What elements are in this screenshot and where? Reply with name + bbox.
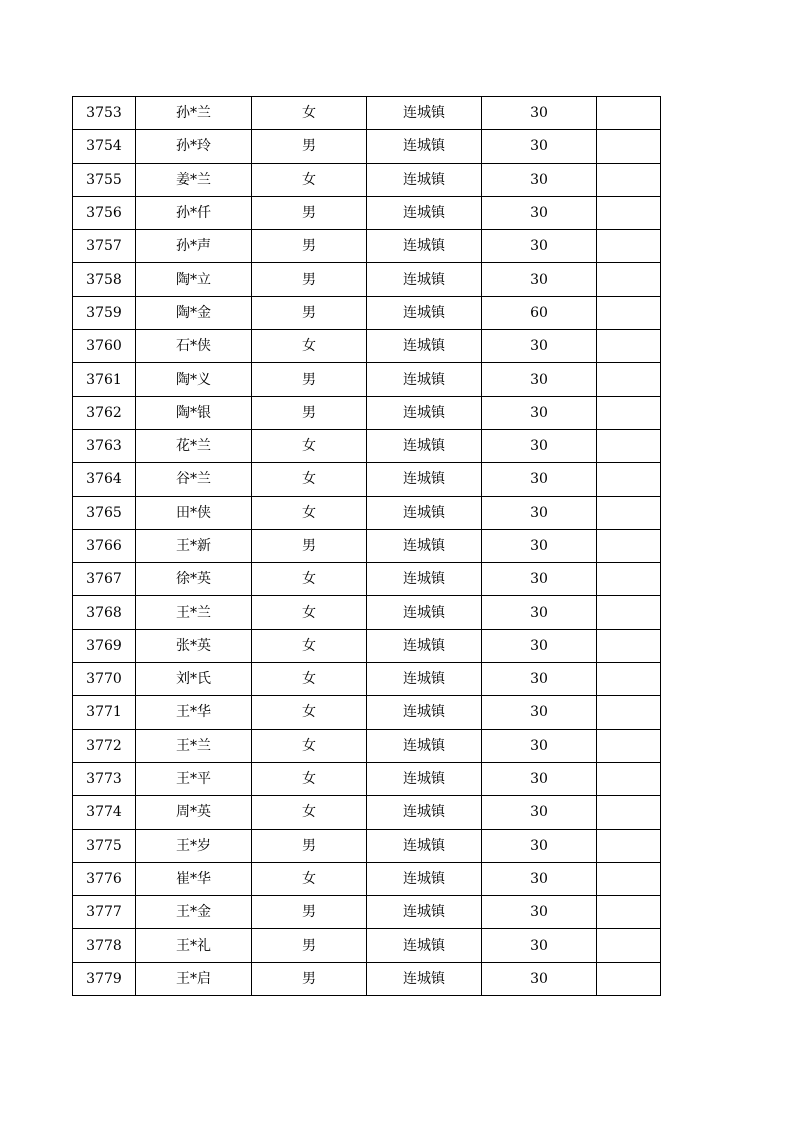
- cell-name: 王*启: [136, 962, 252, 995]
- cell-seq-number: 3779: [73, 962, 136, 995]
- cell-name: 孙*兰: [136, 97, 252, 130]
- cell-note: [597, 962, 661, 995]
- cell-note: [597, 130, 661, 163]
- cell-note: [597, 729, 661, 762]
- cell-gender: 男: [252, 363, 367, 396]
- table-row: [73, 896, 661, 929]
- cell-town: 连城镇: [367, 696, 482, 729]
- cell-town: 连城镇: [367, 729, 482, 762]
- cell-name: 王*金: [136, 896, 252, 929]
- cell-note: [597, 796, 661, 829]
- cell-town: 连城镇: [367, 163, 482, 196]
- cell-note: [597, 463, 661, 496]
- cell-town: 连城镇: [367, 929, 482, 962]
- cell-seq-number: 3769: [73, 629, 136, 662]
- cell-note: [597, 163, 661, 196]
- cell-note: [597, 862, 661, 895]
- cell-seq-number: 3776: [73, 862, 136, 895]
- table-row: [73, 663, 661, 696]
- cell-seq-number: 3754: [73, 130, 136, 163]
- cell-gender: 男: [252, 962, 367, 995]
- cell-name: 陶*银: [136, 396, 252, 429]
- cell-amount: 30: [482, 929, 597, 962]
- cell-gender: 女: [252, 629, 367, 662]
- cell-note: [597, 529, 661, 562]
- cell-gender: 女: [252, 796, 367, 829]
- cell-gender: 女: [252, 762, 367, 795]
- cell-amount: 30: [482, 529, 597, 562]
- table-row: [73, 796, 661, 829]
- cell-seq-number: 3763: [73, 429, 136, 462]
- cell-seq-number: 3770: [73, 663, 136, 696]
- cell-gender: 女: [252, 596, 367, 629]
- cell-note: [597, 263, 661, 296]
- cell-gender: 男: [252, 529, 367, 562]
- cell-town: 连城镇: [367, 829, 482, 862]
- cell-seq-number: 3766: [73, 529, 136, 562]
- roster-table: [72, 96, 661, 996]
- cell-gender: 男: [252, 130, 367, 163]
- cell-name: 王*兰: [136, 596, 252, 629]
- cell-gender: 男: [252, 196, 367, 229]
- cell-seq-number: 3753: [73, 97, 136, 130]
- table-row: [73, 363, 661, 396]
- cell-gender: 男: [252, 230, 367, 263]
- table-row: [73, 762, 661, 795]
- cell-town: 连城镇: [367, 862, 482, 895]
- cell-seq-number: 3765: [73, 496, 136, 529]
- cell-name: 王*华: [136, 696, 252, 729]
- cell-name: 周*英: [136, 796, 252, 829]
- table-row: [73, 496, 661, 529]
- cell-note: [597, 396, 661, 429]
- cell-gender: 女: [252, 97, 367, 130]
- cell-town: 连城镇: [367, 796, 482, 829]
- cell-seq-number: 3762: [73, 396, 136, 429]
- cell-gender: 女: [252, 429, 367, 462]
- cell-note: [597, 696, 661, 729]
- table-row: [73, 263, 661, 296]
- table-row: [73, 962, 661, 995]
- cell-amount: 30: [482, 862, 597, 895]
- cell-name: 张*英: [136, 629, 252, 662]
- cell-name: 王*兰: [136, 729, 252, 762]
- table-row: [73, 529, 661, 562]
- cell-amount: 30: [482, 196, 597, 229]
- table-row: [73, 563, 661, 596]
- cell-gender: 女: [252, 496, 367, 529]
- cell-amount: 30: [482, 829, 597, 862]
- cell-gender: 女: [252, 330, 367, 363]
- table-row: [73, 196, 661, 229]
- cell-gender: 男: [252, 829, 367, 862]
- cell-town: 连城镇: [367, 429, 482, 462]
- cell-note: [597, 296, 661, 329]
- cell-gender: 男: [252, 263, 367, 296]
- cell-gender: 女: [252, 663, 367, 696]
- table-row: [73, 596, 661, 629]
- cell-name: 孙*声: [136, 230, 252, 263]
- cell-note: [597, 929, 661, 962]
- cell-amount: 30: [482, 596, 597, 629]
- cell-gender: 男: [252, 296, 367, 329]
- cell-seq-number: 3773: [73, 762, 136, 795]
- cell-name: 徐*英: [136, 563, 252, 596]
- cell-amount: 30: [482, 496, 597, 529]
- table-row: [73, 696, 661, 729]
- cell-town: 连城镇: [367, 463, 482, 496]
- cell-seq-number: 3760: [73, 330, 136, 363]
- cell-town: 连城镇: [367, 529, 482, 562]
- cell-gender: 男: [252, 929, 367, 962]
- cell-note: [597, 330, 661, 363]
- cell-note: [597, 762, 661, 795]
- cell-gender: 女: [252, 696, 367, 729]
- cell-amount: 30: [482, 130, 597, 163]
- cell-seq-number: 3756: [73, 196, 136, 229]
- cell-town: 连城镇: [367, 596, 482, 629]
- cell-gender: 女: [252, 729, 367, 762]
- cell-name: 陶*金: [136, 296, 252, 329]
- cell-name: 崔*华: [136, 862, 252, 895]
- table-row: [73, 130, 661, 163]
- cell-gender: 女: [252, 463, 367, 496]
- cell-amount: 30: [482, 396, 597, 429]
- cell-seq-number: 3777: [73, 896, 136, 929]
- cell-note: [597, 829, 661, 862]
- cell-town: 连城镇: [367, 130, 482, 163]
- cell-amount: 30: [482, 263, 597, 296]
- cell-note: [597, 429, 661, 462]
- cell-amount: 30: [482, 97, 597, 130]
- cell-town: 连城镇: [367, 896, 482, 929]
- cell-note: [597, 496, 661, 529]
- cell-name: 田*侠: [136, 496, 252, 529]
- cell-seq-number: 3771: [73, 696, 136, 729]
- cell-note: [597, 230, 661, 263]
- cell-name: 王*岁: [136, 829, 252, 862]
- cell-name: 孙*仟: [136, 196, 252, 229]
- cell-town: 连城镇: [367, 396, 482, 429]
- cell-seq-number: 3757: [73, 230, 136, 263]
- cell-seq-number: 3761: [73, 363, 136, 396]
- cell-seq-number: 3767: [73, 563, 136, 596]
- cell-name: 王*平: [136, 762, 252, 795]
- cell-amount: 30: [482, 563, 597, 596]
- cell-seq-number: 3778: [73, 929, 136, 962]
- cell-town: 连城镇: [367, 762, 482, 795]
- table-row: [73, 463, 661, 496]
- cell-amount: 30: [482, 363, 597, 396]
- cell-amount: 30: [482, 796, 597, 829]
- cell-town: 连城镇: [367, 97, 482, 130]
- cell-note: [597, 663, 661, 696]
- cell-amount: 30: [482, 463, 597, 496]
- cell-amount: 30: [482, 629, 597, 662]
- table-row: [73, 862, 661, 895]
- cell-note: [597, 596, 661, 629]
- cell-amount: 60: [482, 296, 597, 329]
- cell-town: 连城镇: [367, 196, 482, 229]
- cell-name: 王*新: [136, 529, 252, 562]
- cell-note: [597, 629, 661, 662]
- cell-name: 孙*玲: [136, 130, 252, 163]
- table-row: [73, 429, 661, 462]
- cell-town: 连城镇: [367, 663, 482, 696]
- cell-amount: 30: [482, 696, 597, 729]
- cell-town: 连城镇: [367, 363, 482, 396]
- cell-seq-number: 3755: [73, 163, 136, 196]
- cell-amount: 30: [482, 429, 597, 462]
- cell-seq-number: 3775: [73, 829, 136, 862]
- cell-amount: 30: [482, 896, 597, 929]
- cell-name: 花*兰: [136, 429, 252, 462]
- cell-amount: 30: [482, 962, 597, 995]
- cell-seq-number: 3758: [73, 263, 136, 296]
- cell-town: 连城镇: [367, 230, 482, 263]
- table-row: [73, 296, 661, 329]
- cell-seq-number: 3768: [73, 596, 136, 629]
- cell-town: 连城镇: [367, 962, 482, 995]
- cell-name: 陶*立: [136, 263, 252, 296]
- cell-town: 连城镇: [367, 296, 482, 329]
- cell-gender: 女: [252, 563, 367, 596]
- cell-name: 陶*义: [136, 363, 252, 396]
- cell-amount: 30: [482, 762, 597, 795]
- cell-amount: 30: [482, 729, 597, 762]
- table-row: [73, 729, 661, 762]
- cell-note: [597, 97, 661, 130]
- cell-name: 石*侠: [136, 330, 252, 363]
- table-row: [73, 330, 661, 363]
- cell-amount: 30: [482, 230, 597, 263]
- cell-name: 姜*兰: [136, 163, 252, 196]
- cell-gender: 女: [252, 163, 367, 196]
- table-row: [73, 929, 661, 962]
- cell-note: [597, 196, 661, 229]
- cell-town: 连城镇: [367, 496, 482, 529]
- cell-note: [597, 363, 661, 396]
- cell-seq-number: 3772: [73, 729, 136, 762]
- cell-note: [597, 896, 661, 929]
- cell-seq-number: 3774: [73, 796, 136, 829]
- cell-amount: 30: [482, 163, 597, 196]
- cell-town: 连城镇: [367, 263, 482, 296]
- cell-amount: 30: [482, 330, 597, 363]
- table-row: [73, 629, 661, 662]
- table-row: [73, 396, 661, 429]
- table-row: [73, 163, 661, 196]
- cell-gender: 男: [252, 896, 367, 929]
- cell-town: 连城镇: [367, 563, 482, 596]
- cell-note: [597, 563, 661, 596]
- cell-name: 王*礼: [136, 929, 252, 962]
- roster-table-body: [73, 97, 661, 996]
- cell-town: 连城镇: [367, 330, 482, 363]
- cell-gender: 女: [252, 862, 367, 895]
- table-row: [73, 829, 661, 862]
- cell-town: 连城镇: [367, 629, 482, 662]
- cell-seq-number: 3759: [73, 296, 136, 329]
- cell-amount: 30: [482, 663, 597, 696]
- cell-seq-number: 3764: [73, 463, 136, 496]
- cell-name: 谷*兰: [136, 463, 252, 496]
- table-row: [73, 97, 661, 130]
- roster-sheet: [72, 96, 660, 996]
- cell-gender: 男: [252, 396, 367, 429]
- table-row: [73, 230, 661, 263]
- cell-name: 刘*氏: [136, 663, 252, 696]
